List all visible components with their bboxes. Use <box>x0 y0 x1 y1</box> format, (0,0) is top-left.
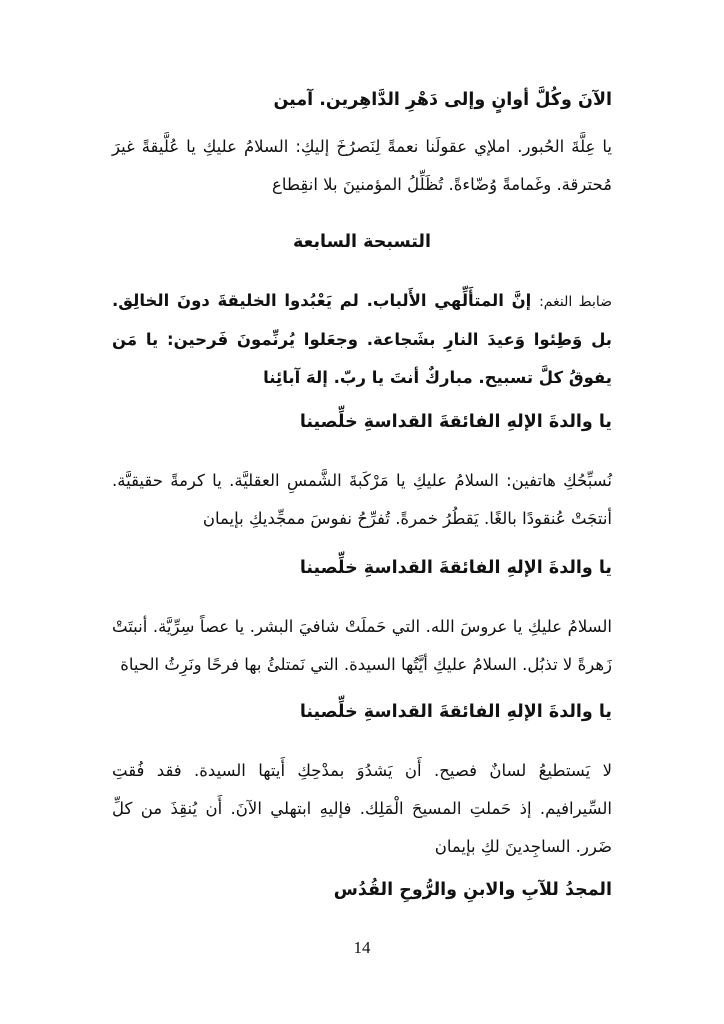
intro-text: إنَّ المتأَلِّهي الأَلباب. لم يَعْبُدوا الخليقةَ دونَ الخالِق. بل وَطِئوا وَعيدَ النارِ بشَجاعة. وجعَلوا يُرنِّمونَ فَرحين: يا مَن يفوقُ كلَّ تسبيح. مباركٌ أنتَ يا ربّ. إلهَ آبائِنا <box>112 291 612 387</box>
refrain-3: يا والدةَ الإلهِ الفائقةَ القداسةِ خلِّصينا <box>299 702 612 722</box>
refrain-2: يا والدةَ الإلهِ الفائقةَ القداسةِ خلِّصينا <box>299 558 612 578</box>
paragraph-3: السلامُ عليكِ يا عروسَ الله. التي حَملَتْ شافيَ البشر. يا عصاً سِرِّيَّة. أنبتَتْ زَهرةً لا تذبُل. السلامُ عليكِ أيَّتُها السيدة. التي نَمتلئُ بها فرحًا ونَرِثُ الحياة <box>112 617 612 674</box>
intro-paragraph <box>112 282 612 397</box>
page-number: 14 <box>353 938 371 957</box>
doxology: المجدُ للآبِ والابنِ والرُّوحِ القُدُس <box>333 880 612 900</box>
section-title: التسبحة السابعة <box>293 232 431 252</box>
paragraph-2: نُسبِّحُكِ هاتفين: السلامُ عليكِ يا مَرْكَبةَ الشَّمسِ العقليَّة. يا كرمةً حقيقيَّة. أنتجَتْ عُنقودًا بالغًا. يَقطُرُ خمرةً. تُفرِّحُ نفوسَ ممجِّديكِ بإيمان <box>112 471 612 528</box>
paragraph-4: لا يَستطيعُ لسانٌ فصيح. أَن يَشدُوَ بمدْحِكِ أَيتها السيدة. فقد فُقتِ السِّيرافيم. إذ حَملتِ المسيحَ الْمَلِك. فإليهِ ابتهلي الآنَ. أَن يُنقِذَ من كلِّ ضَرر. الساجِدينَ لكِ بإيمان <box>112 761 612 856</box>
refrain-1: يا والدةَ الإلهِ الفائقةَ القداسةِ خلِّصينا <box>299 412 612 432</box>
opening-line: الآنَ وكُلَّ أوانٍ وإلى دَهْرِ الدَّاهِرين. آمين <box>273 90 612 110</box>
intro-lead: ضابط النغم: <box>539 294 612 310</box>
paragraph-1: يا عِلَّةَ الحُبور. املإي عقولَنا نعمةً لِنَصرُخَ إليكِ: السلامُ عليكِ يا عُلَّيقةً غيرَ مُحترقة. وغَمامةً وُضّاءةً. تُظَلِّلُ المؤمنينَ بلا انقِطاع <box>112 137 612 194</box>
